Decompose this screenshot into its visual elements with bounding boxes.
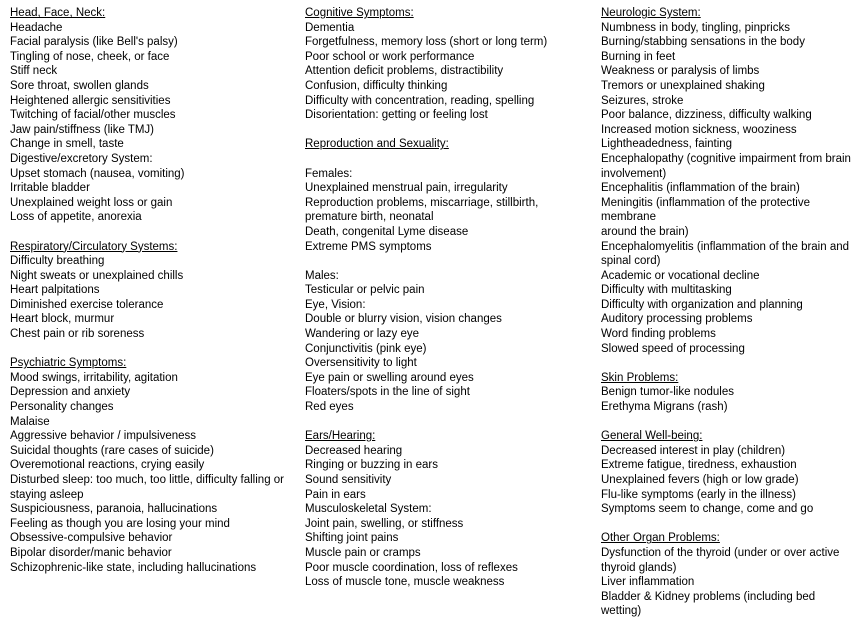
section-subheading: Males: — [305, 269, 339, 282]
symptom-block — [601, 371, 855, 415]
section-subheading: Digestive/excretory System: — [10, 152, 153, 165]
symptom-line: Upset stomach (nausea, vomiting) — [10, 167, 185, 180]
symptom-line: Difficulty with organization and planning — [601, 298, 803, 311]
symptom-line: Benign tumor-like nodules — [601, 386, 734, 399]
symptom-line: Eye pain or swelling around eyes — [305, 371, 474, 384]
symptom-line: spinal cord) — [601, 255, 661, 268]
symptom-line: Testicular or pelvic pain — [305, 284, 425, 297]
symptom-block — [10, 152, 305, 225]
symptom-line: Pain in ears — [305, 488, 366, 501]
symptom-block — [601, 6, 855, 356]
symptom-line: Obsessive-compulsive behavior — [10, 532, 173, 545]
section-heading: Other Organ Problems: — [601, 532, 720, 545]
block-spacer — [305, 415, 601, 430]
symptom-line: premature birth, neonatal — [305, 211, 434, 224]
symptom-line: Death, congenital Lyme disease — [305, 225, 469, 238]
symptom-line: Word finding problems — [601, 328, 716, 341]
symptom-line: Night sweats or unexplained chills — [10, 269, 184, 282]
block-spacer — [601, 356, 855, 371]
symptom-line: Decreased hearing — [305, 444, 403, 457]
symptom-line: Tingling of nose, cheek, or face — [10, 50, 170, 63]
symptom-line: Irritable bladder — [10, 182, 90, 195]
symptom-line: Heart palpitations — [10, 284, 100, 297]
symptom-line: Overemotional reactions, crying easily — [10, 459, 205, 472]
block-spacer — [10, 225, 305, 240]
symptom-line: Facial paralysis (like Bell's palsy) — [10, 36, 178, 49]
symptom-line: Suspiciousness, paranoia, hallucinations — [10, 503, 218, 516]
symptom-line: Attention deficit problems, distractibility — [305, 65, 504, 78]
symptom-line: Encephalitis (inflammation of the brain) — [601, 182, 800, 195]
symptom-line: Encephalomyelitis (inflammation of the brain and — [601, 240, 850, 253]
symptom-line: Unexplained weight loss or gain — [10, 196, 173, 209]
section-heading: Head, Face, Neck: — [10, 7, 106, 19]
symptom-line: Weakness or paralysis of limbs — [601, 65, 760, 78]
symptom-line: Feeling as though you are losing your mind — [10, 517, 230, 530]
symptom-line: Tremors or unexplained shaking — [601, 79, 765, 92]
symptom-line: Ringing or buzzing in ears — [305, 459, 438, 472]
symptom-line: Stiff neck — [10, 65, 58, 78]
symptom-line: Poor school or work performance — [305, 50, 475, 63]
symptom-line: Chest pain or rib soreness — [10, 328, 145, 341]
symptom-line: Confusion, difficulty thinking — [305, 79, 448, 92]
symptom-line: Symptoms seem to change, come and go — [601, 503, 814, 516]
block-spacer — [601, 415, 855, 430]
symptom-line: Red eyes — [305, 401, 354, 414]
symptom-line: Poor balance, dizziness, difficulty walking — [601, 109, 812, 122]
symptom-line: Difficulty with multitasking — [601, 284, 732, 297]
section-heading: Psychiatric Symptoms: — [10, 357, 127, 370]
symptom-line: Erethyma Migrans (rash) — [601, 401, 728, 414]
symptom-line: Forgetfulness, memory loss (short or long term) — [305, 36, 548, 49]
symptom-block — [305, 298, 601, 415]
symptom-block — [305, 167, 601, 255]
symptom-line: Schizophrenic-like state, including hallucinations — [10, 561, 257, 574]
symptom-line: Bipolar disorder/manic behavior — [10, 546, 172, 559]
symptom-line: Poor muscle coordination, loss of reflexes — [305, 561, 518, 574]
symptom-line: Burning/stabbing sensations in the body — [601, 36, 805, 49]
symptom-line: Decreased interest in play (children) — [601, 444, 786, 457]
symptom-line: Muscle pain or cramps — [305, 546, 421, 559]
section-heading: General Well-being: — [601, 430, 703, 443]
symptom-line: Increased motion sickness, wooziness — [601, 123, 797, 136]
section-heading: Reproduction and Sexuality: — [305, 138, 449, 151]
block-spacer — [10, 342, 305, 357]
section-heading: Cognitive Symptoms: — [305, 7, 414, 19]
symptom-line: Dementia — [305, 21, 355, 34]
symptom-line: Double or blurry vision, vision changes — [305, 313, 502, 326]
symptom-line: around the brain) — [601, 225, 689, 238]
section-heading: Respiratory/Circulatory Systems: — [10, 240, 178, 253]
symptom-block — [10, 240, 305, 342]
symptom-line: Oversensitivity to light — [305, 357, 417, 370]
symptom-line: Malaise — [10, 415, 50, 428]
column-right — [601, 6, 855, 619]
symptom-block — [10, 6, 305, 152]
symptom-line: thyroid glands) — [601, 561, 677, 574]
symptom-line: Floaters/spots in the line of sight — [305, 386, 470, 399]
symptom-line: Auditory processing problems — [601, 313, 753, 326]
symptom-line: Seizures, stroke — [601, 94, 684, 107]
symptom-line: Burning in feet — [601, 50, 676, 63]
section-heading: Skin Problems: — [601, 371, 679, 384]
symptom-line: Unexplained fevers (high or low grade) — [601, 474, 799, 486]
block-spacer — [305, 152, 601, 167]
symptom-block — [601, 531, 855, 619]
symptom-block — [305, 137, 601, 152]
symptom-block — [10, 356, 305, 575]
symptom-line: Loss of appetite, anorexia — [10, 211, 142, 224]
symptom-line: Shifting joint pains — [305, 532, 399, 545]
symptom-line: Academic or vocational decline — [601, 269, 760, 282]
symptom-block — [305, 269, 601, 298]
symptom-columns — [0, 6, 855, 619]
symptom-line: Aggressive behavior / impulsiveness — [10, 430, 197, 443]
block-spacer — [305, 123, 601, 138]
symptom-line: Slowed speed of processing — [601, 342, 745, 355]
section-heading: Ears/Hearing: — [305, 430, 376, 443]
block-spacer — [601, 517, 855, 532]
section-subheading: Eye, Vision: — [305, 298, 366, 311]
symptom-block — [601, 429, 855, 517]
symptom-line: Heightened allergic sensitivities — [10, 94, 171, 107]
symptom-line: Reproduction problems, miscarriage, stillbirth, — [305, 196, 539, 209]
symptom-line: Suicidal thoughts (rare cases of suicide) — [10, 444, 214, 457]
symptom-line: Heart block, murmur — [10, 313, 115, 326]
symptom-line: Change in smell, taste — [10, 138, 124, 151]
symptom-line: Jaw pain/stiffness (like TMJ) — [10, 123, 155, 136]
symptom-block — [305, 502, 601, 590]
symptom-line: Encephalopathy (cognitive impairment from brain — [601, 152, 851, 165]
symptom-line: Mood swings, irritability, agitation — [10, 371, 178, 384]
symptom-line: Liver inflammation — [601, 576, 695, 589]
symptom-line: Disorientation: getting or feeling lost — [305, 109, 488, 122]
column-middle — [305, 6, 601, 590]
symptom-line: Twitching of facial/other muscles — [10, 109, 176, 122]
symptom-line: Dysfunction of the thyroid (under or over active — [601, 546, 840, 559]
symptom-line: Numbness in body, tingling, pinpricks — [601, 21, 790, 34]
section-heading: Neurologic System: — [601, 7, 701, 19]
symptom-line: Meningitis (inflammation of the protective membrane — [601, 196, 814, 224]
symptom-line: Extreme fatigue, tiredness, exhaustion — [601, 459, 797, 472]
symptom-line: involvement) — [601, 167, 667, 180]
symptom-line: Personality changes — [10, 401, 114, 414]
symptom-line: Bladder & Kidney problems (including bed wetting) — [601, 590, 819, 618]
section-subheading: Musculoskeletal System: — [305, 503, 432, 516]
symptom-line: Sound sensitivity — [305, 474, 392, 486]
symptom-line: Conjunctivitis (pink eye) — [305, 342, 427, 355]
symptom-line: Extreme PMS symptoms — [305, 240, 432, 253]
symptom-line: Headache — [10, 21, 63, 34]
symptom-line: Wandering or lazy eye — [305, 328, 419, 341]
symptom-line: Lightheadedness, fainting — [601, 138, 733, 151]
symptom-line: Sore throat, swollen glands — [10, 79, 149, 92]
column-left — [0, 6, 305, 575]
symptom-line: staying asleep — [10, 488, 84, 501]
symptom-line: Difficulty with concentration, reading, spelling — [305, 94, 535, 107]
symptom-block — [305, 6, 601, 123]
symptom-line: Flu-like symptoms (early in the illness) — [601, 488, 796, 501]
symptom-line: Joint pain, swelling, or stiffness — [305, 517, 464, 530]
symptom-block — [305, 429, 601, 502]
section-subheading: Females: — [305, 167, 353, 180]
symptom-line: Depression and anxiety — [10, 386, 131, 399]
block-spacer — [305, 254, 601, 269]
symptom-line: Unexplained menstrual pain, irregularity — [305, 182, 508, 195]
symptom-line: Diminished exercise tolerance — [10, 298, 164, 311]
symptom-line: Disturbed sleep: too much, too little, difficulty falling or — [10, 474, 285, 486]
symptom-line: Loss of muscle tone, muscle weakness — [305, 576, 505, 589]
symptom-line: Difficulty breathing — [10, 255, 105, 268]
